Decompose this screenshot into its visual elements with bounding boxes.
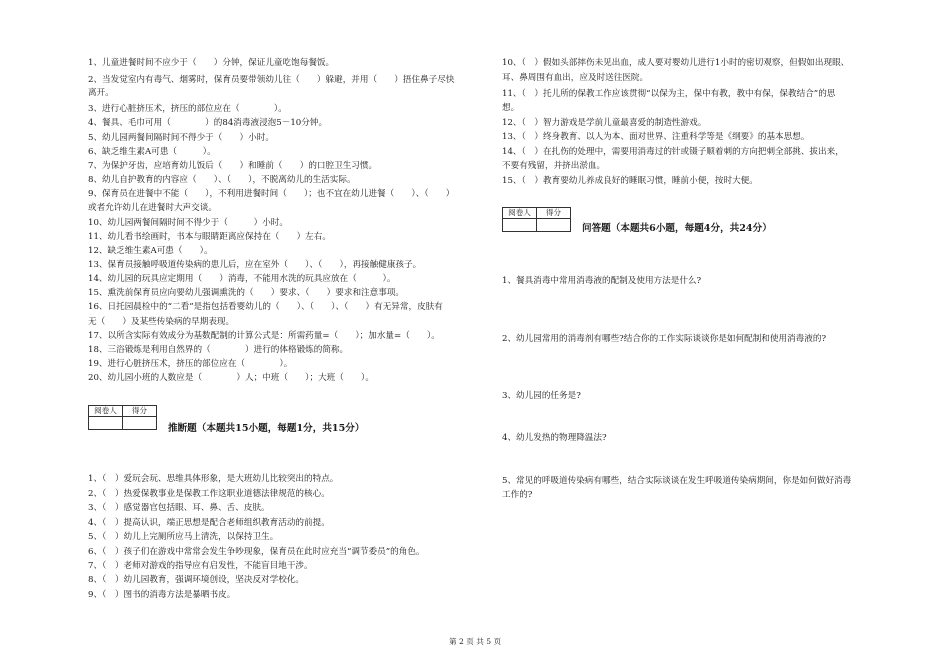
fill-question-1: 1、儿童进餐时间不应少于（ ）分钟，保证儿童吃饱每餐饭。 bbox=[88, 58, 335, 68]
reviewer-cell bbox=[503, 219, 537, 232]
fill-question-11: 11、幼儿看书绘画时，书本与眼睛距离应保持在（ ）左右。 bbox=[88, 232, 331, 242]
section-title-essay: 问答题（本题共6小题，每题4分，共24分） bbox=[582, 223, 772, 234]
reviewer-cell bbox=[89, 417, 123, 430]
essay-question-4: 4、幼儿发热的物理降温法? bbox=[502, 433, 607, 443]
fill-question-13: 13、保育员接触呼吸道传染病的患儿后，应在室外（ ）、（ ），再接触健康孩子。 bbox=[88, 260, 422, 270]
judge-question-6: 6、（ ）孩子们在游戏中常常会发生争吵现象，保育员在此时应充当“调节委员”的角色。 bbox=[88, 547, 425, 557]
fill-question-6: 6、缺乏维生素A可患（ ）。 bbox=[88, 147, 216, 157]
judge-question-15: 15、（ ）教育要幼儿养成良好的睡眠习惯，睡前小便，按时大便。 bbox=[502, 176, 758, 186]
fill-question-9-cont: 或者允许幼儿在进餐时大声交谈。 bbox=[88, 203, 217, 213]
fill-question-14: 14、幼儿园的玩具应定期用（ ）消毒，不能用水洗的玩具应放在（ ）。 bbox=[88, 274, 396, 284]
fill-question-2-cont: 离开。 bbox=[88, 88, 114, 98]
fill-question-9: 9、保育员在进餐中不能（ ），不利用进餐时间（ ）；也不宜在幼儿进餐（ ）、（ ） bbox=[88, 189, 455, 199]
fill-question-8: 8、幼儿自护教育的内容应（ ）、（ ），不脱离幼儿的生活实际。 bbox=[88, 175, 356, 185]
judge-question-4: 4、（ ）提高认识，端正思想是配合老师组织教育活动的前提。 bbox=[88, 518, 330, 528]
fill-question-2: 2、当发觉室内有毒气、烟雾时，保育员要带领幼儿往（ ）躲避，并用（ ）捂住鼻子尽快 bbox=[88, 75, 455, 85]
judge-question-3: 3、（ ）感觉器官包括眼、耳、鼻、舌、皮肤。 bbox=[88, 503, 270, 513]
fill-question-16-cont: 无（ ）及某些传染病的早期表现。 bbox=[88, 317, 235, 327]
fill-question-15: 15、熏洗前保育员应向要幼儿强调熏洗的（ ）要求、（ ）要求和注意事项。 bbox=[88, 288, 405, 298]
judge-question-11: 11、（ ）托儿所的保教工作应该贯彻“以保为主，保中有教，教中有保，保教结合”的思 bbox=[502, 89, 836, 99]
judge-question-14-cont: 不要有残留，并挤出淤血。 bbox=[502, 161, 606, 171]
judge-question-5: 5、（ ）幼儿上完厕所应马上清洗，以保持卫生。 bbox=[88, 532, 279, 542]
fill-question-18: 18、三浴锻炼是利用自然界的（ ）进行的体格锻炼的简称。 bbox=[88, 345, 349, 355]
judge-question-10: 10、（ ）假如头部摔伤未见出血，成人要对婴幼儿进行1小时的密切观察，但假如出现眼、 bbox=[502, 58, 850, 68]
score-box-judge bbox=[88, 405, 157, 430]
essay-question-2: 2、幼儿园常用的消毒剂有哪些?结合你的工作实际谈谈你是如何配制和使用消毒液的? bbox=[502, 334, 827, 344]
judge-question-1: 1、（ ）爱玩会玩、思维具体形象，是大班幼儿比较突出的特点。 bbox=[88, 474, 339, 484]
score-cell bbox=[123, 417, 157, 430]
judge-question-7: 7、（ ）老师对游戏的指导应有启发性，不能盲目地干涉。 bbox=[88, 561, 313, 571]
fill-question-19: 19、进行心脏挤压术，挤压的部位应在（ ）。 bbox=[88, 359, 293, 369]
judge-question-12: 12、（ ）智力游戏是学前儿童最喜爱的制造性游戏。 bbox=[502, 118, 707, 128]
essay-question-5: 5、常见的呼吸道传染病有哪些，结合实际谈谈在发生呼吸道传染病期间，你是如何做好消毒 bbox=[502, 476, 852, 486]
judge-question-11-cont: 想。 bbox=[502, 103, 520, 113]
fill-question-3: 3、进行心脏挤压术，挤压的部位应在（ ）。 bbox=[88, 104, 287, 114]
score-box-essay bbox=[502, 207, 571, 232]
fill-question-4: 4、餐具、毛巾可用（ ）的84消毒液浸泡5－10分钟。 bbox=[88, 118, 328, 128]
fill-question-16: 16、日托园晨检中的“二看”是指包括看婴幼儿的（ ）、（ ）、（ ）有无异常，皮肤有 bbox=[88, 302, 443, 312]
fill-question-5: 5、幼儿园两餐间隔时间不得少于（ ）小时。 bbox=[88, 133, 274, 143]
judge-question-9: 9、（ ）图书的消毒方法是暴晒书皮。 bbox=[88, 590, 236, 600]
reviewer-label: 阅卷人 bbox=[503, 208, 537, 219]
page-footer: 第 2 页 共 5 页 bbox=[448, 637, 502, 646]
judge-question-14: 14、（ ）在扎伤的处理中，需要用消毒过的针或镊子顺着刺的方向把刺全部挑、拔出来， bbox=[502, 147, 844, 157]
fill-question-7: 7、为保护牙齿，应培育幼儿饭后（ ）和睡前（ ）的口腔卫生习惯。 bbox=[88, 161, 378, 171]
judge-question-2: 2、（ ）热爱保教事业是保教工作这职业道德法律规范的核心。 bbox=[88, 489, 330, 499]
section-title-judge: 推断题（本题共15小题，每题1分，共15分） bbox=[168, 423, 365, 434]
judge-question-10-cont: 耳、鼻周围有血出，应及时送往医院。 bbox=[502, 73, 649, 83]
fill-question-20: 20、幼儿园小班的人数应是（ ）人；中班（ ）；大班（ ）。 bbox=[88, 373, 374, 383]
score-label: 得分 bbox=[537, 208, 571, 219]
fill-question-10: 10、幼儿园两餐间隔时间不得少于（ ）小时。 bbox=[88, 218, 288, 228]
essay-question-3: 3、幼儿园的任务是? bbox=[502, 391, 581, 401]
fill-question-17: 17、以所含实际有效成分为基数配制的计算公式是：所需药量=（ ）；加水量=（ ）。 bbox=[88, 331, 440, 341]
essay-question-1: 1、餐具消毒中常用消毒液的配制及使用方法是什么? bbox=[502, 276, 702, 286]
judge-question-13: 13、（ ）终身教育、以人为本、面对世界、注重科学等是《纲要》的基本思想。 bbox=[502, 132, 810, 142]
fill-question-12: 12、缺乏维生素A可患（ ）。 bbox=[88, 246, 213, 256]
score-label: 得分 bbox=[123, 406, 157, 417]
judge-question-8: 8、（ ）幼儿园教育，强调环境创设，坚决反对学校化。 bbox=[88, 575, 305, 585]
essay-question-5-cont: 工作的? bbox=[502, 490, 533, 500]
score-cell bbox=[537, 219, 571, 232]
reviewer-label: 阅卷人 bbox=[89, 406, 123, 417]
